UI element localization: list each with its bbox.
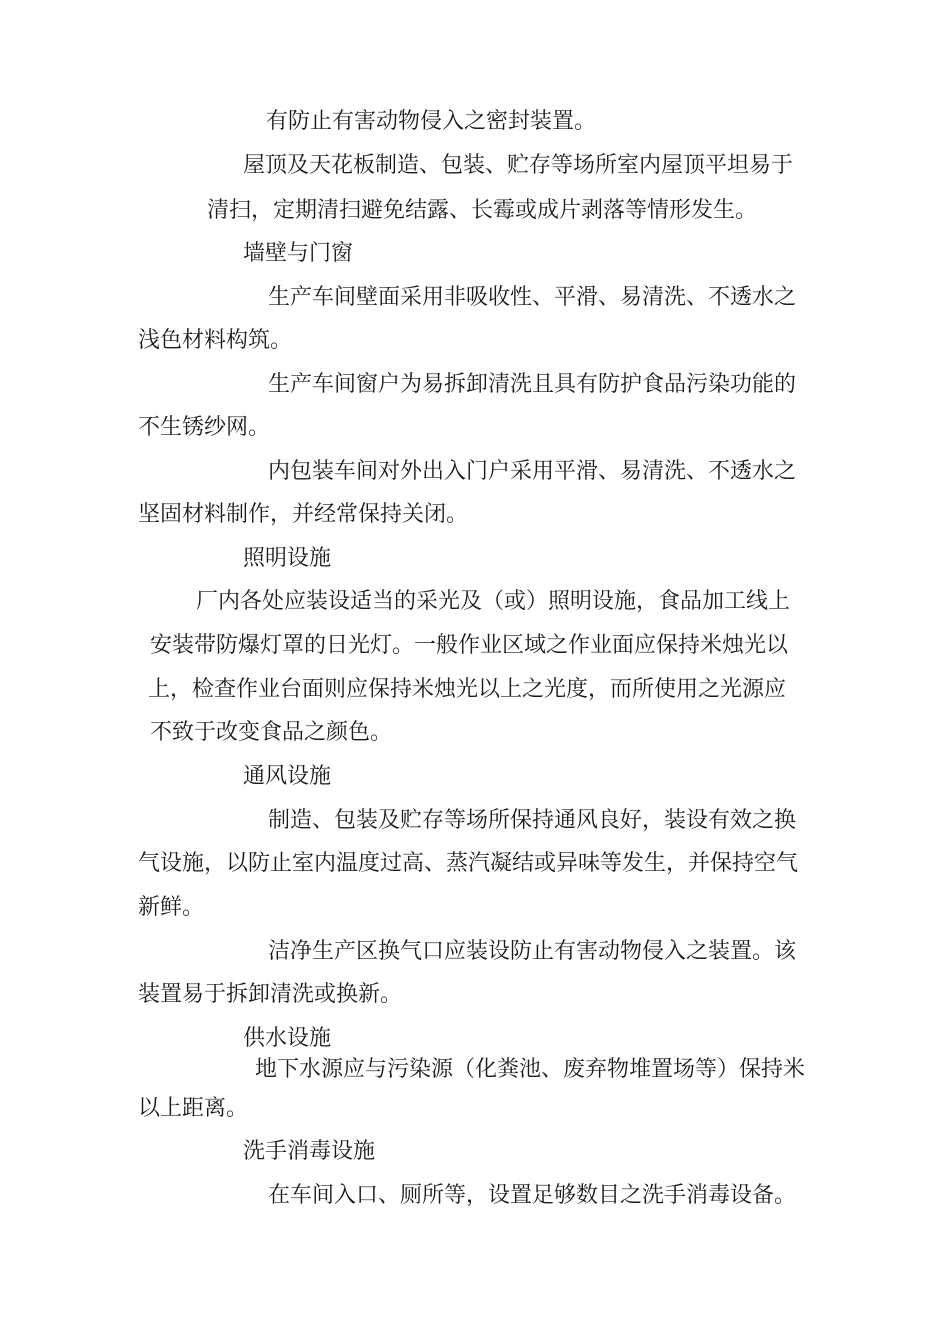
text-line: 浅色材料构筑。 [138, 328, 293, 353]
text-line: 新鲜。 [138, 895, 205, 920]
text-line: 安装带防爆灯罩的日光灯。一般作业区域之作业面应保持米烛光以 [150, 633, 789, 658]
section-heading: 洗手消毒设施 [243, 1139, 376, 1164]
text-line: 内包装车间对外出入门户采用平滑、易清洗、不透水之 [268, 459, 797, 484]
text-line: 不致于改变食品之颜色。 [150, 720, 393, 745]
text-line: 洁净生产区换气口应装设防止有害动物侵入之装置。该 [268, 939, 797, 964]
text-line: 上，检查作业台面则应保持米烛光以上之光度，而所使用之光源应 [148, 677, 787, 702]
text-line: 制造、包装及贮存等场所保持通风良好，装设有效之换 [268, 808, 797, 833]
text-line: 生产车间窗户为易拆卸清洗且具有防护食品污染功能的 [268, 372, 797, 397]
text-line: 以上距离。 [138, 1096, 249, 1121]
text-line: 坚固材料制作，并经常保持关闭。 [138, 502, 469, 527]
text-line: 厂内各处应装设适当的采光及（或）照明设施，食品加工线上 [196, 589, 791, 614]
text-line: 不生锈纱网。 [138, 415, 271, 440]
section-heading: 墙壁与门窗 [243, 241, 354, 266]
text-line: 清扫，定期清扫避免结露、长霉或成片剥落等情形发生。 [207, 198, 758, 223]
text-line: 有防止有害动物侵入之密封装置。 [266, 109, 597, 134]
text-line: 生产车间壁面采用非吸收性、平滑、易清洗、不透水之 [268, 285, 797, 310]
section-heading: 供水设施 [243, 1026, 332, 1051]
text-line: 屋顶及天花板制造、包装、贮存等场所室内屋顶平坦易于 [243, 153, 794, 178]
text-line: 地下水源应与污染源（化粪池、废弃物堆置场等）保持米 [255, 1057, 806, 1082]
text-line: 气设施，以防止室内温度过高、蒸汽凝结或异味等发生，并保持空气 [138, 851, 799, 876]
section-heading: 照明设施 [243, 546, 332, 571]
section-heading: 通风设施 [243, 764, 332, 789]
text-line: 装置易于拆卸清洗或换新。 [138, 982, 403, 1007]
text-line: 在车间入口、厕所等，设置足够数目之洗手消毒设备。 [268, 1183, 797, 1208]
